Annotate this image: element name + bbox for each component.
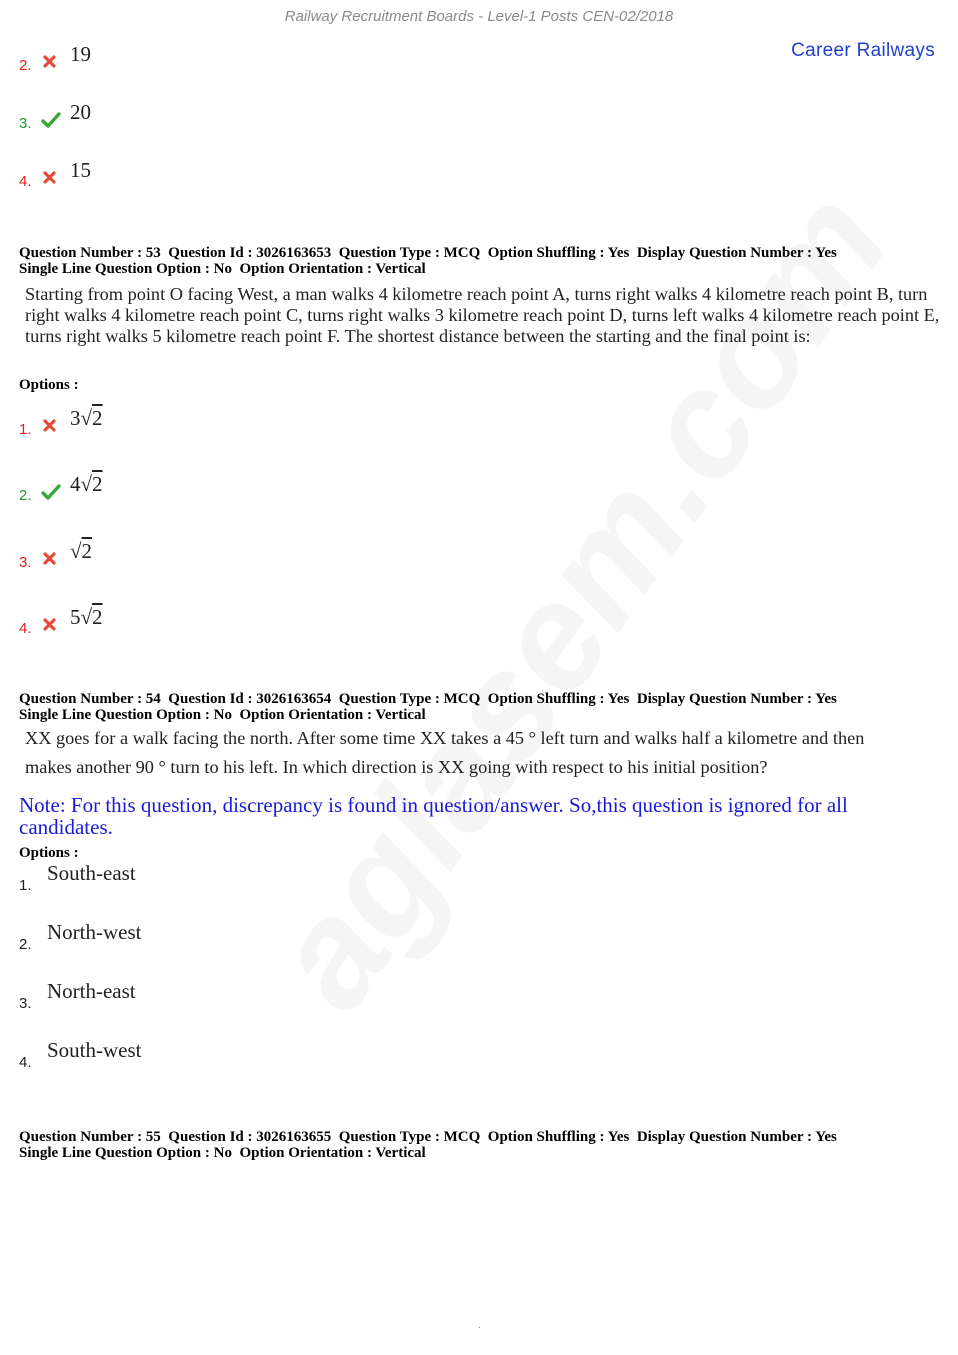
- meta-line-1: Question Number : 53 Question Id : 3026163653 Question Type : MCQ Option Shuffling : Yes Display Question Number : Yes: [19, 245, 837, 261]
- option-text: 19: [70, 42, 91, 66]
- meta-line-1: Question Number : 54 Question Id : 3026163654 Question Type : MCQ Option Shuffling : Yes Display Question Number : Yes: [19, 691, 837, 707]
- question-text-line-1: XX goes for a walk facing the north. After some time XX takes a 45 ° left turn and walks half a kilometre and then: [25, 728, 865, 748]
- q54-option-2: [19, 919, 141, 953]
- coefficient: 5: [70, 605, 81, 629]
- question-55-meta: [19, 1129, 939, 1161]
- brand-label: Career Railways: [791, 40, 935, 61]
- question-text-line-2: makes another 90 ° turn to his left. In which direction is XX going with respect to his initial position?: [25, 757, 768, 777]
- option-text: 20: [70, 100, 91, 124]
- discrepancy-note: Note: For this question, discrepancy is found in question/answer. So,this question is ignored for all candidates.: [19, 793, 848, 839]
- radical-sign: √: [80, 472, 93, 496]
- question-53-text: Starting from point O facing West, a man walks 4 kilometre reach point A, turns right walks 4 kilometre reach point B, turn right walks 4 kilometre reach point C, turns right walks 3 kilometre reach point D, turns left walks 4 kilometre reach point E, turns right walks 5 kilometre reach point F. The shortest distance between the starting and the final point is:: [25, 284, 940, 346]
- option-text: North-east: [47, 979, 136, 1003]
- q53-option-2: [19, 470, 103, 504]
- radical-sign: √: [70, 539, 82, 563]
- question-54-meta: [19, 691, 939, 723]
- cross-icon: [40, 168, 62, 188]
- meta-line-2: Single Line Question Option : No Option Orientation : Vertical: [19, 1145, 426, 1161]
- question-53-meta: [19, 245, 939, 277]
- cross-icon: [40, 549, 62, 569]
- option-text: North-west: [47, 920, 142, 944]
- option-number: 2.: [19, 936, 32, 953]
- radical-sign: √: [80, 605, 93, 629]
- option-number: 3.: [19, 554, 32, 571]
- question-54-text: [19, 724, 940, 782]
- coefficient: 4: [70, 472, 81, 496]
- q53-option-1: [19, 404, 103, 438]
- footer-dot: .: [478, 1320, 481, 1331]
- option-number: 3.: [19, 995, 32, 1012]
- check-icon: [40, 110, 62, 130]
- prev-option-2: [19, 40, 91, 74]
- cross-icon: [40, 416, 62, 436]
- meta-line-2: Single Line Question Option : No Option Orientation : Vertical: [19, 261, 426, 277]
- option-number: 4.: [19, 620, 32, 637]
- options-label: Options :: [19, 845, 79, 861]
- option-expression: [70, 472, 103, 504]
- q54-option-1: [19, 860, 136, 894]
- option-number: 2.: [19, 487, 32, 504]
- option-number: 4.: [19, 1054, 32, 1071]
- prev-option-4: [19, 156, 91, 190]
- option-expression: [70, 605, 103, 637]
- coefficient: 3: [70, 406, 81, 430]
- q54-option-3: [19, 978, 136, 1012]
- cross-icon: [40, 52, 62, 72]
- option-expression: [70, 406, 103, 438]
- option-number: 4.: [19, 173, 32, 190]
- option-number: 1.: [19, 877, 32, 894]
- cross-icon: [40, 615, 62, 635]
- q53-option-4: [19, 603, 103, 637]
- options-label: Options :: [19, 377, 79, 393]
- meta-line-1: Question Number : 55 Question Id : 3026163655 Question Type : MCQ Option Shuffling : Yes Display Question Number : Yes: [19, 1129, 837, 1145]
- q53-option-3: [19, 537, 92, 571]
- radicand: 2: [92, 406, 103, 430]
- option-number: 2.: [19, 57, 32, 74]
- radicand: 2: [92, 605, 103, 629]
- prev-option-3: [19, 98, 91, 132]
- radical-sign: √: [80, 406, 93, 430]
- option-text: 15: [70, 158, 91, 182]
- option-text: South-east: [47, 861, 136, 885]
- option-number: 1.: [19, 421, 32, 438]
- radicand: 2: [92, 472, 103, 496]
- page-header: Railway Recruitment Boards - Level-1 Posts CEN-02/2018: [284, 8, 674, 25]
- meta-line-2: Single Line Question Option : No Option Orientation : Vertical: [19, 707, 426, 723]
- radicand: 2: [81, 539, 93, 563]
- q54-option-4: [19, 1037, 142, 1071]
- option-expression: [70, 539, 92, 571]
- check-icon: [40, 482, 62, 502]
- option-number: 3.: [19, 115, 32, 132]
- option-text: South-west: [47, 1038, 142, 1062]
